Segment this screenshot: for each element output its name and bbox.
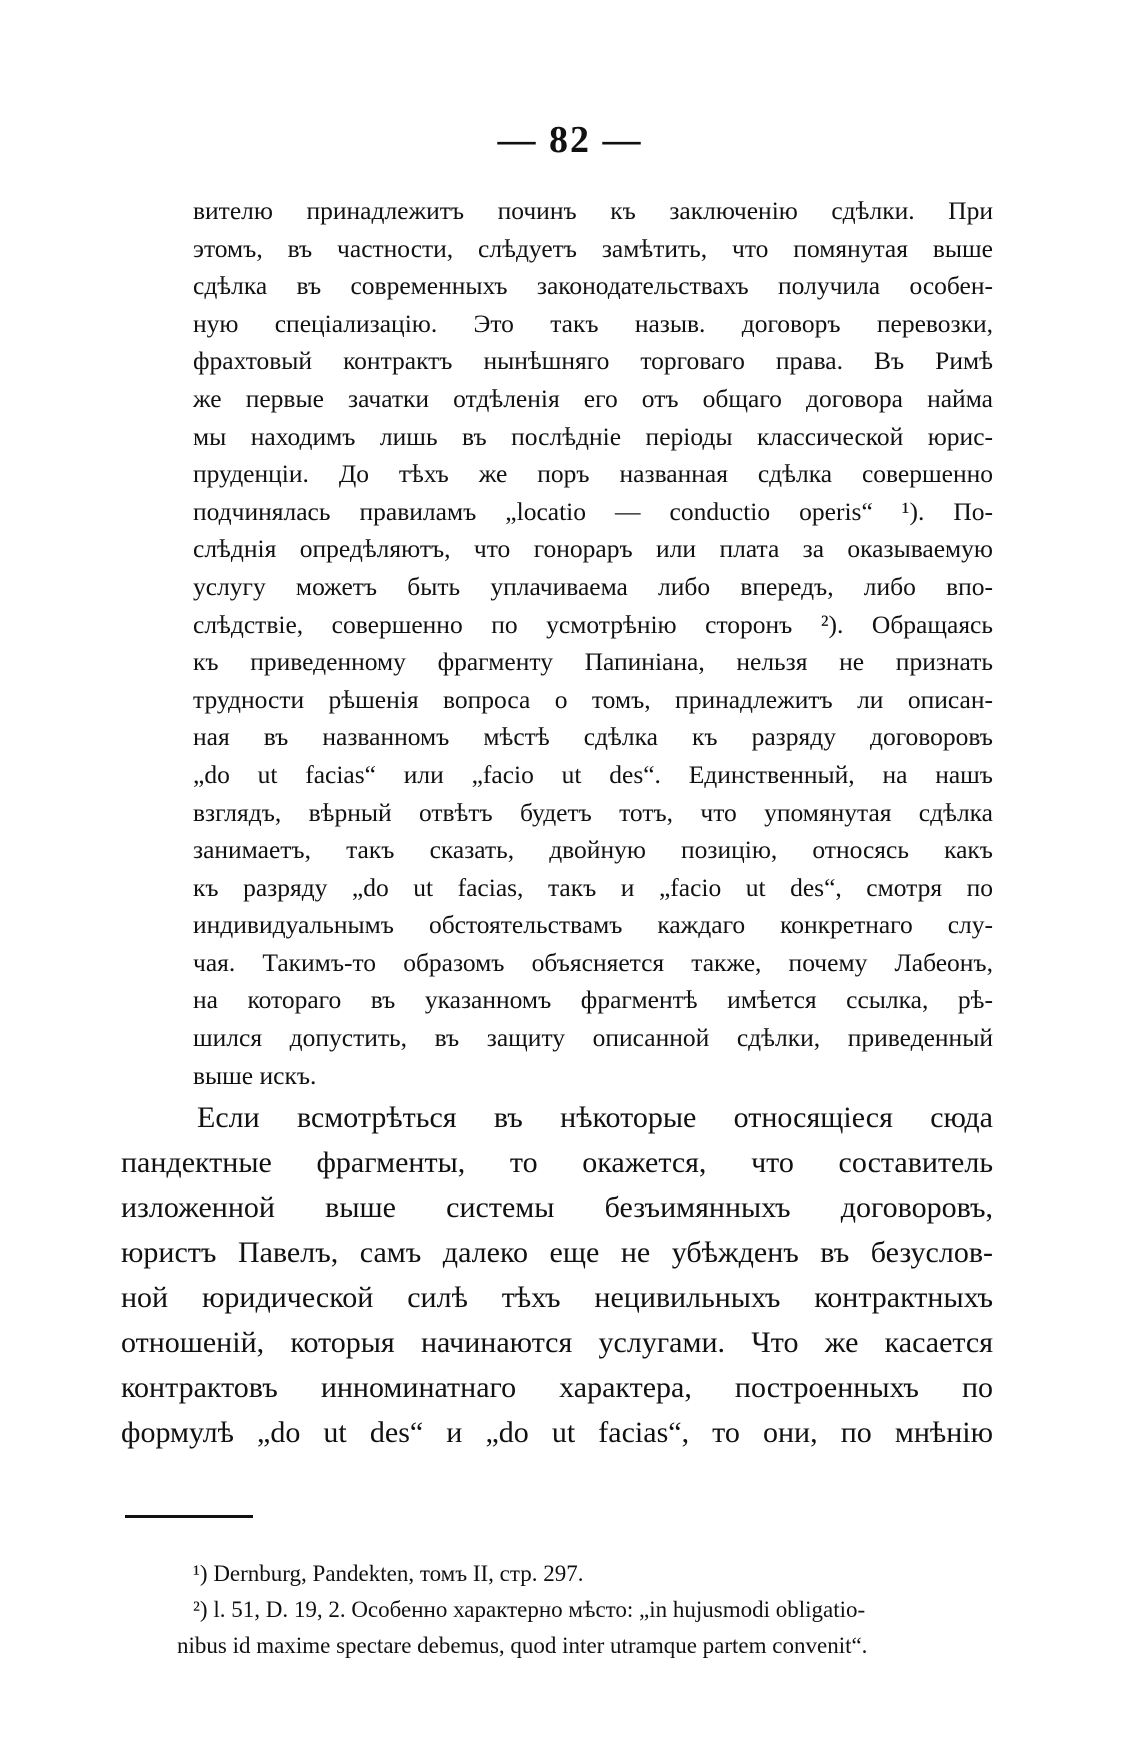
- footnote-text: l. 51, D. 19, 2. Особенно характерно мѣсто: „in hujusmodi obligatio-: [213, 1597, 866, 1622]
- paragraph-line: контрактовъ инноминатнаго характера, построенныхъ по: [121, 1371, 993, 1404]
- paragraph-line: пруденціи. До тѣхъ же поръ названная сдѣлка совершенно: [193, 459, 993, 489]
- paragraph-line: ная въ названномъ мѣстѣ сдѣлка къ разряду договоровъ: [193, 722, 993, 752]
- paragraph-line: пандектные фрагменты, то окажется, что составитель: [121, 1146, 993, 1179]
- paragraph-line: къ приведенному фрагменту Папиніана, нельзя не признать: [193, 647, 993, 677]
- paragraph-line: формулѣ „do ut des“ и „do ut facias“, то они, по мнѣнію: [121, 1416, 993, 1449]
- indented-paragraph: [193, 192, 993, 1094]
- paragraph-line: на котораго въ указанномъ фрагментѣ имѣется ссылка, рѣ-: [193, 985, 993, 1015]
- paragraph-line: слѣднія опредѣляютъ, что гонораръ или плата за оказываемую: [193, 534, 993, 564]
- paragraph-line: мы находимъ лишь въ послѣдніе періоды классической юрис-: [193, 421, 993, 451]
- paragraph-line: индивидуальнымъ обстоятельствамъ каждаго конкретнаго слу-: [193, 910, 993, 940]
- footnote-text: Dernburg, Pandekten, томъ II, стр. 297.: [213, 1561, 584, 1586]
- paragraph-line: выше искъ.: [193, 1060, 317, 1090]
- paragraph-line: ную спеціализацію. Это такъ назыв. договоръ перевозки,: [193, 308, 993, 338]
- paragraph-line: сдѣлка въ современныхъ законодательствахъ получила особен-: [193, 271, 993, 301]
- paragraph-line: шился допустить, въ защиту описанной сдѣлки, приведенный: [193, 1023, 993, 1053]
- page-number: — 82 —: [497, 119, 643, 161]
- footnote-2-continuation: nibus id maxime spectare debemus, quod inter utramque partem convenit“.: [177, 1633, 868, 1658]
- paragraph-line: занимаетъ, такъ сказать, двойную позицію, относясь какъ: [193, 835, 993, 865]
- footnote-divider: [125, 1515, 253, 1518]
- paragraph-line: „do ut facias“ или „facio ut des“. Единственный, на нашъ: [193, 759, 993, 789]
- paragraph-line: къ разряду „do ut facias, такъ и „facio ut des“, смотря по: [193, 872, 993, 902]
- paragraph-line: отношеній, которыя начинаются услугами. Что же касается: [121, 1326, 993, 1359]
- paragraph-line: чая. Такимъ-то образомъ объясняется также, почему Лабеонъ,: [193, 947, 993, 977]
- footnote-marker: ¹): [193, 1561, 208, 1586]
- paragraph-line: взглядъ, вѣрный отвѣтъ будетъ тотъ, что упомянутая сдѣлка: [193, 797, 993, 827]
- paragraph-line: этомъ, въ частности, слѣдуетъ замѣтить, что помянутая выше: [193, 233, 993, 263]
- paragraph-line: слѣдствіе, совершенно по усмотрѣнію сторонъ ²). Обращаясь: [193, 609, 993, 639]
- paragraph-line: ной юридической силѣ тѣхъ нецивильныхъ контрактныхъ: [121, 1281, 993, 1314]
- main-paragraph: [121, 1095, 993, 1455]
- paragraph-line: подчинялась правиламъ „locatio — conductio operis“ ¹). По-: [193, 496, 993, 526]
- footnote-marker: ²): [193, 1597, 208, 1622]
- footnote-1: [193, 1556, 993, 1592]
- paragraph-line: вителю принадлежитъ починъ къ заключенію сдѣлки. При: [193, 196, 993, 225]
- paragraph-line: изложенной выше системы безъимянныхъ договоровъ,: [121, 1191, 993, 1224]
- footnote-2: [193, 1592, 993, 1628]
- paragraph-line: Если всмотрѣться въ нѣкоторые относящіеся сюда: [197, 1101, 993, 1134]
- paragraph-line: юристъ Павелъ, самъ далеко еще не убѣжденъ въ безуслов-: [121, 1236, 993, 1269]
- paragraph-line: услугу можетъ быть уплачиваема либо впередъ, либо впо-: [193, 571, 993, 601]
- paragraph-line: же первые зачатки отдѣленія его отъ общаго договора найма: [193, 383, 993, 413]
- paragraph-line: трудности рѣшенія вопроса о томъ, принадлежитъ ли описан-: [193, 684, 993, 714]
- paragraph-line: фрахтовый контрактъ нынѣшняго торговаго права. Въ Римѣ: [193, 346, 993, 376]
- footnotes: [177, 1556, 993, 1664]
